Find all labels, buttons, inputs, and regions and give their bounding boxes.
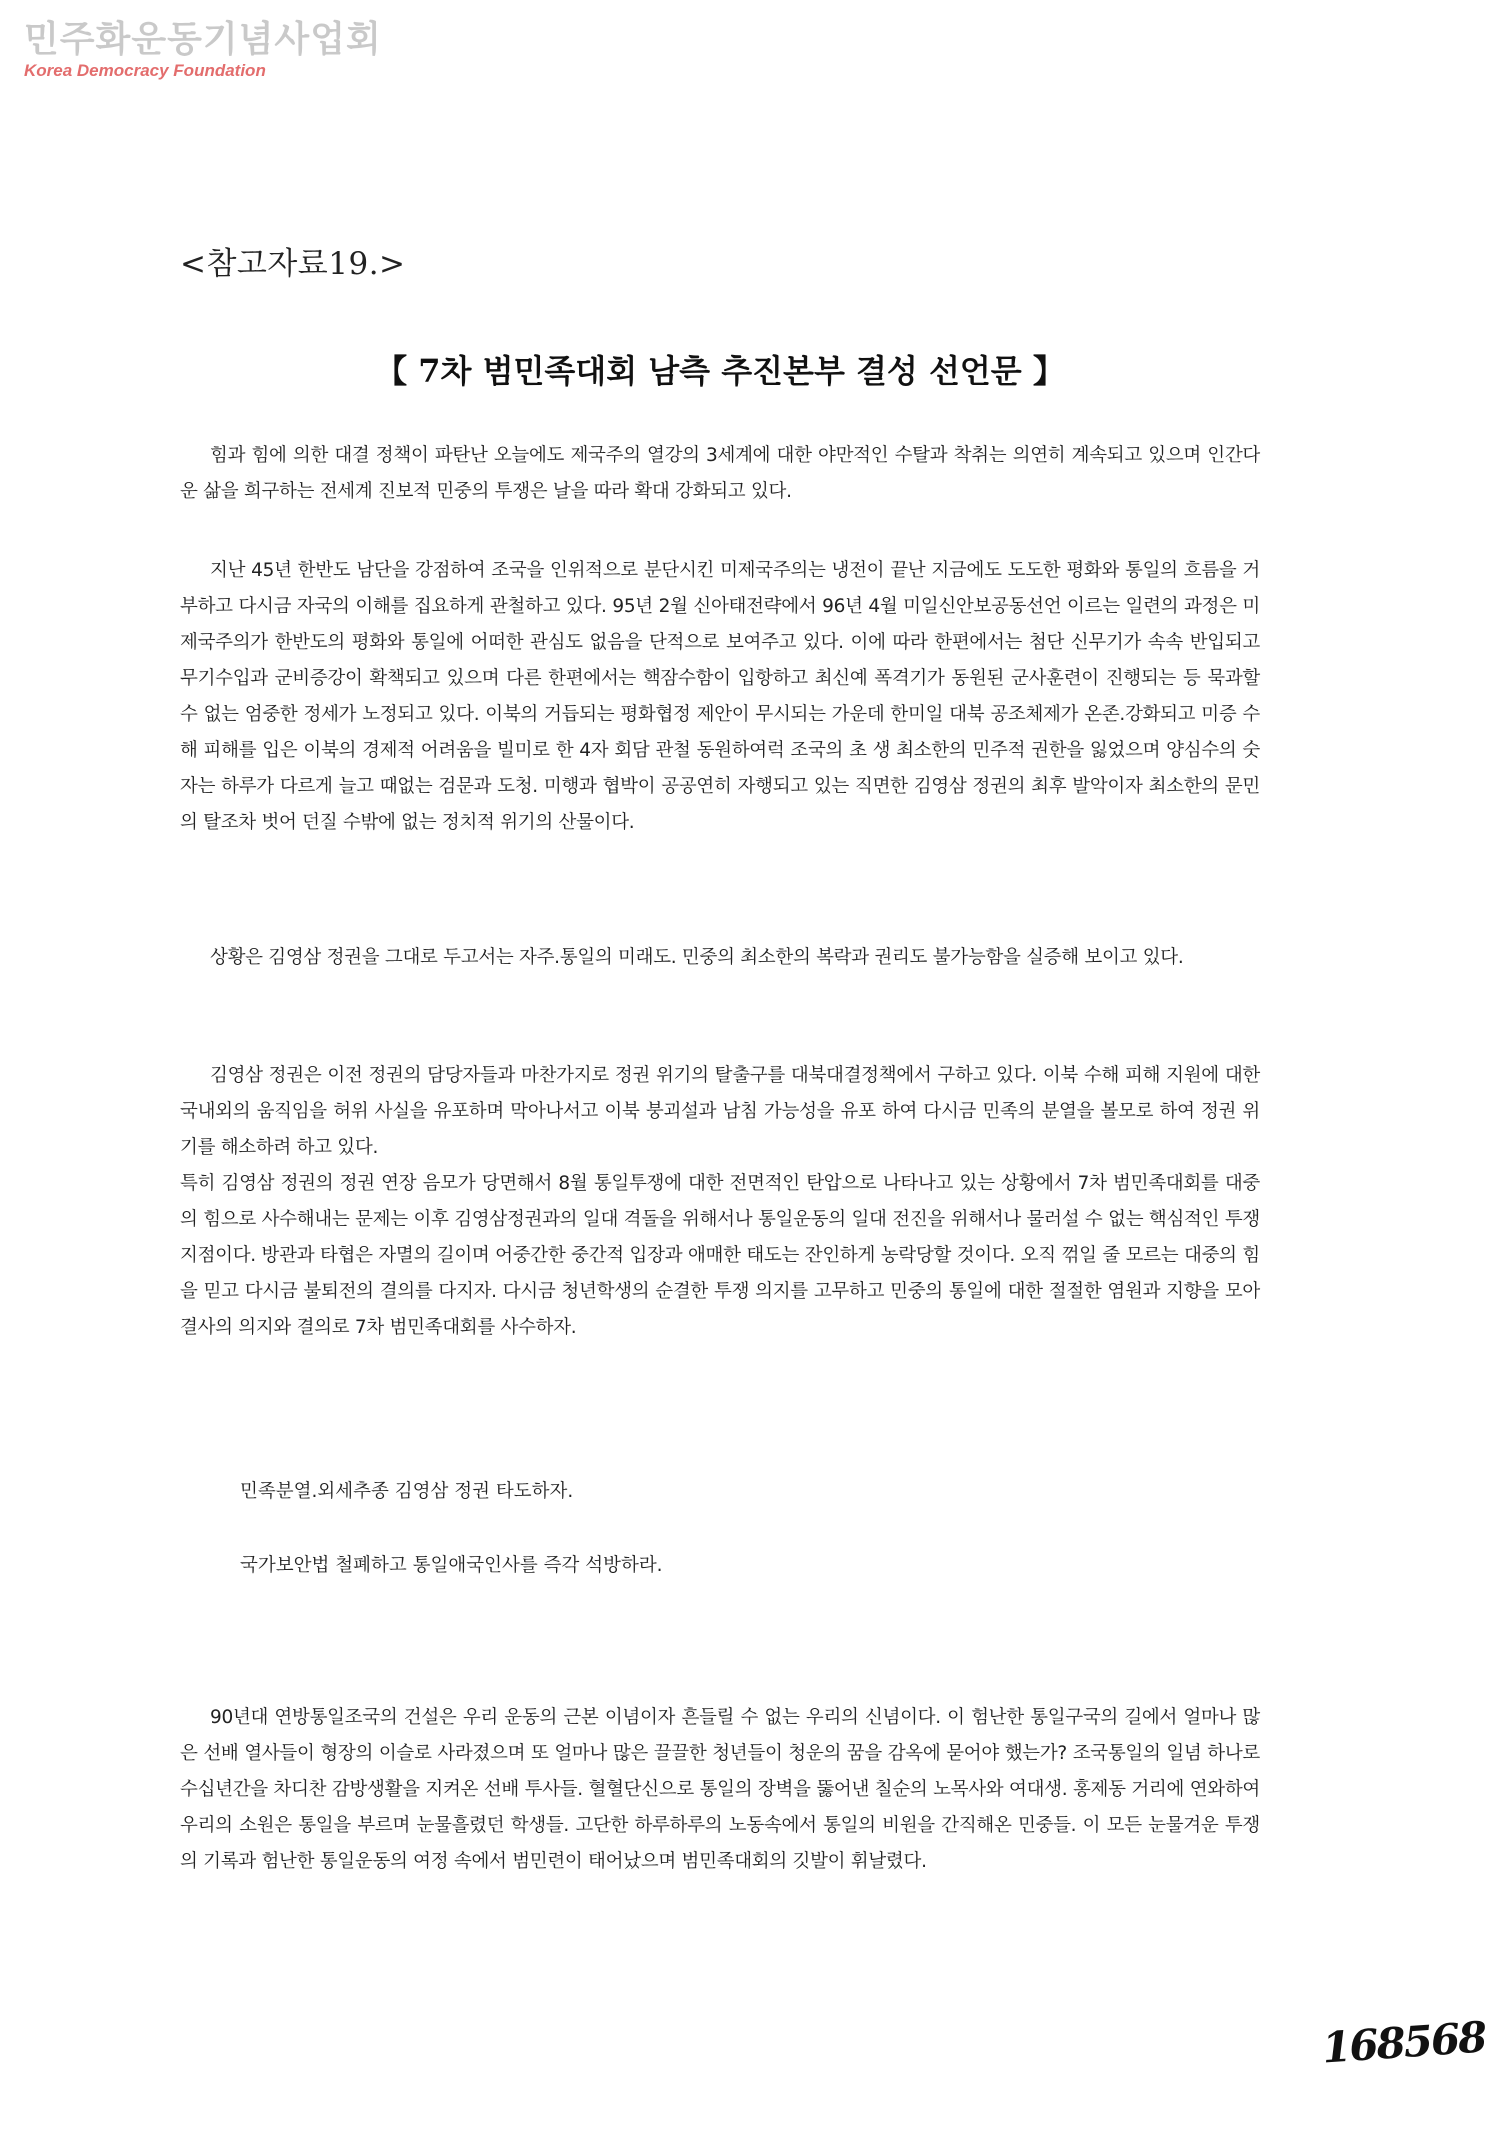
paragraph-5: 특히 김영삼 정권의 정권 연장 음모가 당면해서 8월 통일투쟁에 대한 전면적인 탄압으로 나타나고 있는 상황에서 7차 범민족대회를 대중의 힘으로 사수해내는 문제는 이후 김영삼정권과의 일대 격돌을 위해서나 통일운동의 일대 전진을 위해서나 물러설 수 없는 핵심적인 투쟁지점이다. 방관과 타협은 자멸의 길이며 어중간한 중간적 입장과 애매한 태도는 잔인하게 농락당할 것이다. 오직 꺾일 줄 모르는 대중의 힘을 믿고 다시금 불퇴전의 결의를 다지자. 다시금 청년학생의 순결한 투쟁 의지를 고무하고 민중의 통일에 대한 절절한 염원과 지향을 모아 결사의 의지와 결의로 7차 범민족대회를 사수하자. <box>180 1173 1260 1338</box>
paragraph-1: 힘과 힘에 의한 대결 정책이 파탄난 오늘에도 제국주의 열강의 3세계에 대한 야만적인 수탈과 착취는 의연히 계속되고 있으며 인간다운 삶을 희구하는 전세계 진보적 민중의 투쟁은 날을 따라 확대 강화되고 있다. <box>180 445 1260 502</box>
slogan-2: 국가보안법 철폐하고 통일애국인사를 즉각 석방하라. <box>240 1555 663 1576</box>
reference-label: <참고자료19.> <box>180 246 406 282</box>
watermark-english-text: Korea Democracy Foundation <box>24 61 266 80</box>
paragraph-2: 지난 45년 한반도 남단을 강점하여 조국을 인위적으로 분단시킨 미제국주의는 냉전이 끝난 지금에도 도도한 평화와 통일의 흐름을 거부하고 다시금 자국의 이해를 집요하게 관철하고 있다. 95년 2월 신아태전략에서 96년 4월 미일신안보공동선언 이르는 일련의 과정은 미제국주의가 한반도의 평화와 통일에 어떠한 관심도 없음을 단적으로 보여주고 있다. 이에 따라 한편에서는 첨단 신무기가 속속 반입되고 무기수입과 군비증강이 확책되고 있으며 다른 한편에서는 핵잠수함이 입항하고 최신예 폭격기가 동원된 군사훈련이 진행되는 등 묵과할 수 없는 엄중한 정세가 노정되고 있다. 이북의 거듭되는 평화협정 제안이 무시되는 가운데 한미일 대북 공조체제가 온존.강화되고 미증 수해 피해를 입은 이북의 경제적 어려움을 빌미로 한 4자 회담 관철 동원하여럭 조국의 초 생 최소한의 민주적 권한을 잃었으며 양심수의 숫자는 하루가 다르게 늘고 때없는 검문과 도청. 미행과 협박이 공공연히 자행되고 있는 직면한 김영삼 정권의 최후 발악이자 최소한의 문민의 탈조차 벗어 던질 수밖에 없는 정치적 위기의 산물이다. <box>180 560 1260 833</box>
paragraph-4: 김영삼 정권은 이전 정권의 담당자들과 마찬가지로 정권 위기의 탈출구를 대북대결정책에서 구하고 있다. 이북 수해 피해 지원에 대한 국내외의 움직임을 허위 사실을 유포하며 막아나서고 이북 붕괴설과 남침 가능성을 유포 하여 다시금 민족의 분열을 볼모로 하여 정권 위기를 해소하려 하고 있다. <box>180 1065 1260 1158</box>
paragraph-3: 상황은 김영삼 정권을 그대로 두고서는 자주.통일의 미래도. 민중의 최소한의 복락과 권리도 불가능함을 실증해 보이고 있다. <box>210 947 1184 968</box>
slogan-1: 민족분열.외세추종 김영삼 정권 타도하자. <box>240 1481 574 1502</box>
paragraph-6: 90년대 연방통일조국의 건설은 우리 운동의 근본 이념이자 흔들릴 수 없는 우리의 신념이다. 이 험난한 통일구국의 길에서 얼마나 많은 선배 열사들이 형장의 이슬로 사라졌으며 또 얼마나 많은 끌끌한 청년들이 청운의 꿈을 감옥에 묻어야 했는가? 조국통일의 일념 하나로 수십년간을 차디찬 감방생활을 지켜온 선배 투사들. 혈혈단신으로 통일의 장벽을 뚫어낸 칠순의 노목사와 여대생. 홍제동 거리에 연와하여 우리의 소원은 통일을 부르며 눈물흘렸던 학생들. 고단한 하루하루의 노동속에서 통일의 비원을 간직해온 민중들. 이 모든 눈물겨운 투쟁의 기록과 험난한 통일운동의 여정 속에서 범민련이 태어났으며 범민족대회의 깃발이 휘날렸다. <box>180 1707 1260 1872</box>
handwritten-page-number: 168568 <box>1320 2012 1487 2073</box>
watermark-korean-text: 민주화운동기념사업회 <box>24 19 382 60</box>
document-title: 【 7차 범민족대회 남측 추진본부 결성 선언문 】 <box>375 352 1065 390</box>
foundation-watermark <box>24 20 382 82</box>
